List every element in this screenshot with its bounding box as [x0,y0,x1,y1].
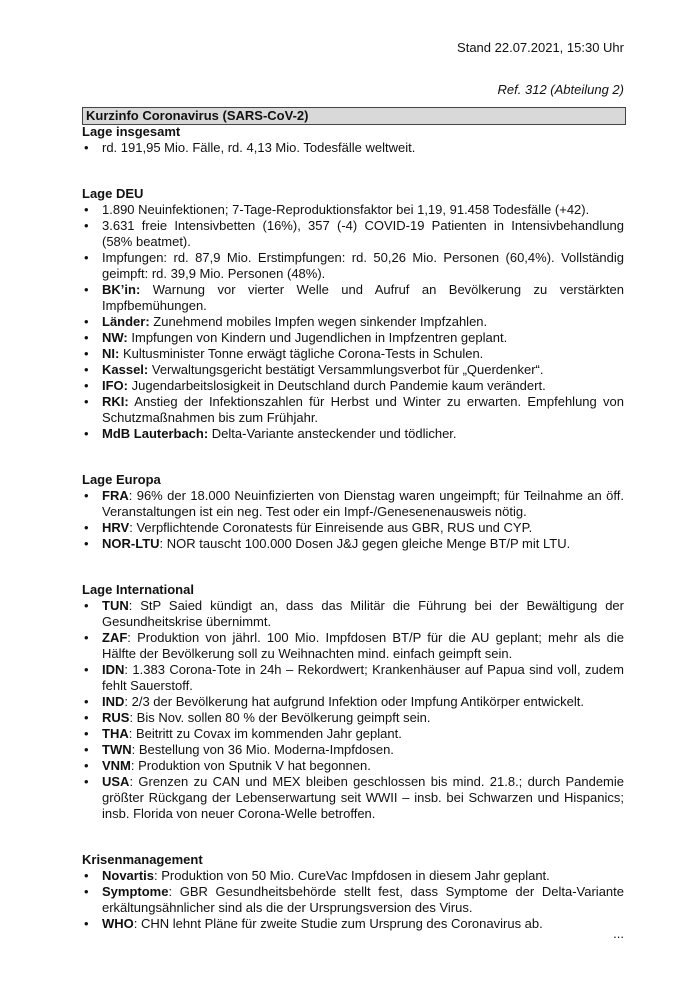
bullet-list [82,488,624,552]
item-label: WHO [102,916,134,931]
item-label: NOR-LTU [102,536,160,551]
list-item [82,694,624,710]
bullet-icon: • [84,916,89,931]
list-item [82,598,624,630]
item-label: VNM [102,758,131,773]
list-item [82,282,624,314]
list-item [82,520,624,536]
item-label: USA [102,774,130,789]
item-text: : Produktion von jährl. 100 Mio. Impfdosen BT/P für die AU geplant; mehr als die Hälfte der Bevölkerung soll zu Weihnachten mind. einfach geimpft sein. [102,630,624,661]
list-item [82,346,624,362]
item-label: IND [102,694,125,709]
item-label: HRV [102,520,130,535]
item-label: MdB Lauterbach: [102,426,209,441]
section-lage-deu [82,186,624,442]
item-text: : 2/3 der Bevölkerung hat aufgrund Infektion oder Impfung Antikörper entwickelt. [124,694,584,709]
section-lage-insgesamt [82,124,624,156]
item-text: 3.631 freie Intensivbetten (16%), 357 (-4) COVID-19 Patienten in Intensivbehandlung (58% beatmet). [102,218,624,249]
list-item [82,362,624,378]
item-text: : 96% der 18.000 Neuinfizierten von Dienstag waren ungeimpft; für Teilnahme an öff. Veranstaltungen ist ein neg. Test oder ein Impf-/Genesenenausweis nötig. [102,488,624,519]
bullet-icon: • [84,630,89,645]
item-label: NW: [102,330,128,345]
item-text: : GBR Gesundheitsbehörde stellt fest, dass Symptome der Delta-Variante erkältungsähnlicher sind als die der Ursprungsversion des Virus. [102,884,624,915]
item-label: FRA [102,488,129,503]
item-text: : NOR tauscht 100.000 Dosen J&J gegen gleiche Menge BT/P mit LTU. [159,536,571,551]
item-text: Delta-Variante ansteckender und tödlicher. [208,426,457,441]
bullet-list [82,598,624,822]
item-label: TUN [102,598,129,613]
bullet-icon: • [84,250,89,265]
item-text: : StP Saied kündigt an, dass das Militär die Führung bei der Bewältigung der Gesundheitskrise übernimmt. [102,598,624,629]
bullet-list [82,140,624,156]
list-item [82,868,624,884]
continuation-marker: ... [613,926,624,941]
bullet-icon: • [84,378,89,393]
item-label: NI: [102,346,120,361]
item-label: Symptome [102,884,169,899]
bullet-icon: • [84,536,89,551]
list-item [82,314,624,330]
item-text: Jugendarbeitslosigkeit in Deutschland durch Pandemie kaum verändert. [128,378,546,393]
bullet-list [82,868,624,932]
list-item [82,426,624,442]
item-text: Zunehmend mobiles Impfen wegen sinkender Impfzahlen. [149,314,488,329]
item-text: rd. 191,95 Mio. Fälle, rd. 4,13 Mio. Todesfälle weltweit. [102,140,416,155]
bullet-icon: • [84,314,89,329]
section-lage-europa [82,472,624,552]
item-label: Kassel: [102,362,149,377]
item-label: ZAF [102,630,128,645]
date-stamp: Stand 22.07.2021, 15:30 Uhr [457,40,624,55]
list-item [82,916,624,932]
bullet-icon: • [84,774,89,789]
bullet-icon: • [84,726,89,741]
list-item [82,758,624,774]
list-item [82,774,624,822]
bullet-icon: • [84,202,89,217]
bullet-icon: • [84,710,89,725]
item-text: : Produktion von Sputnik V hat begonnen. [130,758,371,773]
bullet-icon: • [84,282,89,297]
list-item [82,140,624,156]
bullet-icon: • [84,598,89,613]
item-text: : Beitritt zu Covax im kommenden Jahr geplant. [128,726,402,741]
bullet-icon: • [84,218,89,233]
section-lage-international [82,582,624,822]
item-label: IDN [102,662,125,677]
bullet-icon: • [84,868,89,883]
item-text: 1.890 Neuinfektionen; 7-Tage-Reproduktionsfaktor bei 1,19, 91.458 Todesfälle (+42). [102,202,590,217]
section-heading: Lage insgesamt [82,124,181,139]
list-item [82,218,624,250]
bullet-list [82,202,624,442]
item-label: Länder: [102,314,150,329]
list-item [82,630,624,662]
item-text: : Verpflichtende Coronatests für Einreisende aus GBR, RUS und CYP. [129,520,533,535]
item-text: Impfungen: rd. 87,9 Mio. Erstimpfungen: rd. 50,26 Mio. Personen (60,4%). Vollständig geimpft: rd. 39,9 Mio. Personen (48%). [102,250,624,281]
list-item [82,488,624,520]
item-text: : Produktion von 50 Mio. CureVac Impfdosen in diesem Jahr geplant. [154,868,550,883]
section-heading: Lage Europa [82,472,161,487]
section-heading: Lage DEU [82,186,144,201]
bullet-icon: • [84,346,89,361]
bullet-icon: • [84,140,89,155]
bullet-icon: • [84,694,89,709]
bullet-icon: • [84,362,89,377]
list-item [82,330,624,346]
bullet-icon: • [84,330,89,345]
section-heading: Krisenmanagement [82,852,203,867]
item-label: TWN [102,742,132,757]
bullet-icon: • [84,884,89,899]
bullet-icon: • [84,426,89,441]
item-text: : CHN lehnt Pläne für zweite Studie zum Ursprung des Coronavirus ab. [133,916,543,931]
item-text: : 1.383 Corona-Tote in 24h – Rekordwert; Krankenhäuser auf Papua sind voll, zudem fehlt Sauerstoff. [102,662,624,693]
bullet-icon: • [84,394,89,409]
item-text: Anstieg der Infektionszahlen für Herbst und Winter zu erwarten. Empfehlung von Schutzmaßnahmen bis zum Frühjahr. [102,394,624,425]
list-item [82,536,624,552]
item-label: IFO: [102,378,128,393]
item-label: BK’in: [102,282,141,297]
list-item [82,202,624,218]
item-text: : Bis Nov. sollen 80 % der Bevölkerung geimpft sein. [129,710,431,725]
item-text: Kultusminister Tonne erwägt tägliche Corona-Tests in Schulen. [119,346,484,361]
item-text: Impfungen von Kindern und Jugendlichen in Impfzentren geplant. [127,330,508,345]
item-label: THA [102,726,129,741]
bullet-icon: • [84,662,89,677]
list-item [82,884,624,916]
section-heading: Lage International [82,582,194,597]
item-text: : Bestellung von 36 Mio. Moderna-Impfdosen. [131,742,394,757]
bullet-icon: • [84,742,89,757]
list-item [82,726,624,742]
bullet-icon: • [84,488,89,503]
item-text: Verwaltungsgericht bestätigt Versammlungsverbot für „Querdenker“. [148,362,544,377]
item-text: : Grenzen zu CAN und MEX bleiben geschlossen bis mind. 21.8.; durch Pandemie größter Rückgang der Lebenserwartung seit WWII – insb. bei Schwarzen und Hispanics; insb. Florida von neuer Corona-Welle betroffen. [102,774,624,821]
item-label: RKI: [102,394,129,409]
item-text: Warnung vor vierter Welle und Aufruf an Bevölkerung zu verstärkten Impfbemühungen. [102,282,624,313]
list-item [82,742,624,758]
item-label: RUS [102,710,130,725]
list-item [82,378,624,394]
reference-line: Ref. 312 (Abteilung 2) [497,82,624,97]
list-item [82,394,624,426]
list-item [82,710,624,726]
document-content [82,124,624,932]
bullet-icon: • [84,758,89,773]
section-krisenmanagement [82,852,624,932]
item-label: Novartis [102,868,155,883]
list-item [82,662,624,694]
list-item [82,250,624,282]
bullet-icon: • [84,520,89,535]
document-title: Kurzinfo Coronavirus (SARS-CoV-2) [82,107,626,125]
